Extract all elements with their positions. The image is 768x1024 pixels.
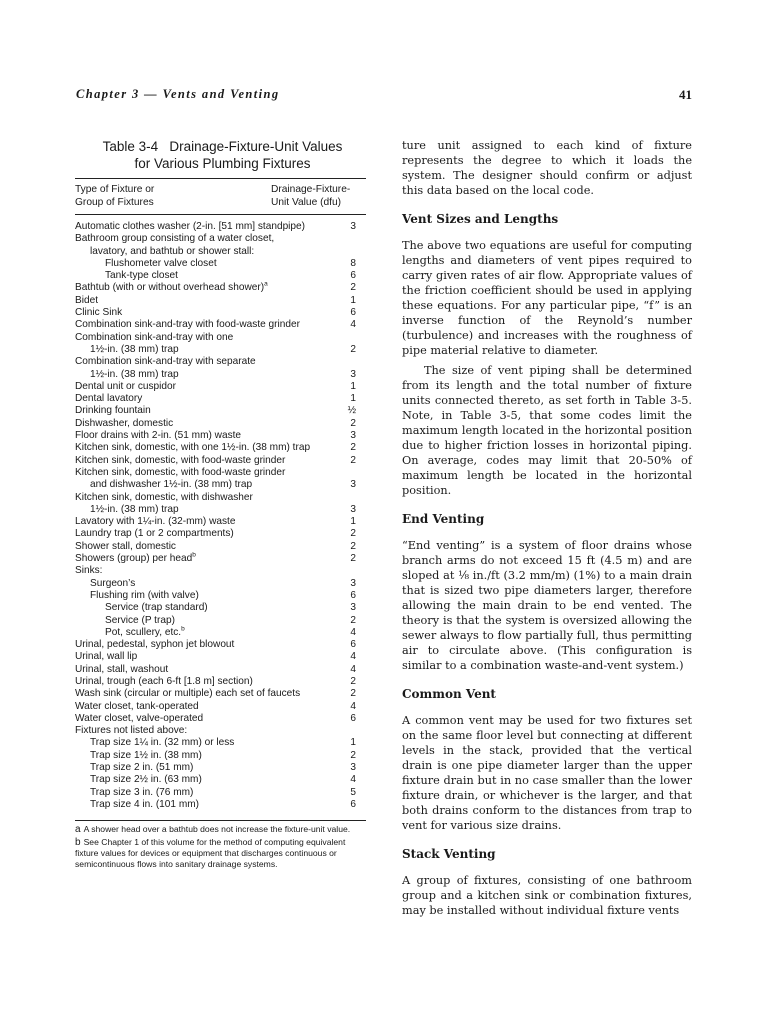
page-header [76,87,692,105]
table-row [75,688,366,700]
table-row [75,578,366,590]
fixture-label: Fixtures not listed above: [75,725,188,737]
heading-common-vent: Common Vent [402,687,496,701]
intro-paragraph: ture unit assigned to each kind of fixture represents the degree to which it loads the system. The designer should confirm or adjust this data based on the local code. [402,139,692,197]
fixture-label: Trap size 2 in. (51 mm) [90,762,194,774]
table-row [75,651,366,663]
fixture-label: Sinks: [75,565,103,577]
fixture-label: Trap size 1½ in. (38 mm) [90,749,202,761]
fixture-label: Flushing rim (with valve) [90,589,199,601]
heading-vent-sizes: Vent Sizes and Lengths [402,212,559,226]
paragraph-common-vent: A common vent may be used for two fixtures set on the same floor level but connecting at different levels in the stack, provided that the vertical drain is one pipe diameter larger than the upper fixture drain but in no case smaller than the lower fixture drain, or whichever is the larger, and that both drains conform to the distances from trap to vent for various size drains. [402,714,692,832]
table-row [75,467,366,479]
dfu-value: 3 [350,503,356,515]
dfu-value: 4 [350,774,356,786]
fixture-label: Service (trap standard) [105,602,208,614]
fixture-label: Flushometer valve closet [105,257,217,269]
fixture-label: Floor drains with 2-in. (51 mm) waste [75,430,242,442]
table-row [75,787,366,799]
fixture-label: Water closet, tank-operated [75,700,199,712]
table-bottom-rule [75,820,366,821]
dfu-value: 3 [350,602,356,614]
chapter-title: Chapter 3 — Vents and Venting [76,87,280,101]
dfu-value: 6 [350,270,356,282]
table-row [75,295,366,307]
footnote-mark: b [75,836,81,848]
table-row [75,528,366,540]
dfu-value: 6 [350,798,356,810]
table-row [75,319,366,331]
footnote-text: A shower head over a bathtub does not increase the fixture-unit value. [83,824,351,834]
table-row [75,725,366,737]
dfu-value: 4 [350,663,356,675]
dfu-value: 2 [350,442,356,454]
dfu-value: 2 [350,417,356,429]
table-row [75,553,366,565]
fixture-label: Trap size 1¼ in. (32 mm) or less [90,737,235,749]
dfu-value: ½ [347,405,356,417]
fixture-label: Urinal, stall, washout [75,663,169,675]
table-row [75,369,366,381]
table-row [75,430,366,442]
table-header-rule [75,214,366,215]
footnote-marker: a [264,281,268,289]
dfu-value: 3 [350,221,356,232]
dfu-value: 4 [350,700,356,712]
table-row [75,664,366,676]
table-row [75,615,366,627]
table-title-line2: for Various Plumbing Fixtures [134,156,311,171]
fixture-label: Combination sink-and-tray with food-waste grinder [75,319,300,331]
dfu-value: 3 [350,762,356,774]
table-row [75,799,366,811]
table-row [75,344,366,356]
table-title-line1: Table 3-4 Drainage-Fixture-Unit Values [102,139,343,154]
dfu-value: 1 [350,380,356,392]
dfu-value: 1 [350,393,356,405]
table-row [75,455,366,467]
table-top-rule [75,178,366,179]
table-row [75,590,366,602]
footnote [75,837,366,870]
fixture-label: Clinic Sink [75,307,123,319]
fixture-label: Trap size 3 in. (76 mm) [90,786,194,798]
footnote [75,824,366,836]
paragraph-vent-sizes-2: The size of vent piping shall be determined from its length and the total number of fixture units connected thereto, as set forth in Table 3-5. Note, in Table 3-5, that some codes limit the maximum length located in the horizontal position due to higher friction losses in horizontal piping. On average, codes may limit that 20-50% of maximum length be located in the horizontal position. [402,364,692,497]
column-header-dfu [271,184,350,209]
paragraph-stack-venting: A group of fixtures, consisting of one bathroom group and a kitchen sink or combination fixtures, may be installed without individual fixture vents [402,874,692,917]
fixture-label: Urinal, wall lip [75,651,138,663]
fixture-label: 1½-in. (38 mm) trap [90,368,179,380]
footnote-mark: a [75,824,81,835]
paragraph-vent-sizes-1: The above two equations are useful for computing lengths and diameters of vent pipes required to carry given rates of air flow. Appropriate values of the friction coefficient should be used in applying these equations. For any particular pipe, “f” is an inverse function of the Reynold’s number (turbulence) and increases with the roughness of pipe material relative to diameter. [402,239,692,357]
fixture-label: Urinal, trough (each 6-ft [1.8 m] section) [75,675,253,687]
table-row [75,246,366,258]
table-footnotes [75,824,366,870]
fixture-label: Pot, scullery, etc. [105,626,182,638]
table-row [75,504,366,516]
fixture-label: Surgeon’s [90,577,136,589]
dfu-value: 2 [350,454,356,466]
dfu-value: 6 [350,639,356,651]
table-row [75,492,366,504]
body-text-column [402,138,692,918]
fixture-label: Trap size 2½ in. (63 mm) [90,774,202,786]
dfu-value: 2 [350,282,356,294]
fixture-label: Automatic clothes washer (2-in. [51 mm] standpipe) [75,221,306,232]
column-header-dfu-line1: Drainage-Fixture- [271,184,351,195]
dfu-value: 5 [350,786,356,798]
table-row [75,233,366,245]
fixture-label: Shower stall, domestic [75,540,176,552]
table-row [75,479,366,491]
table-row [75,418,366,430]
dfu-value: 4 [350,626,356,638]
dfu-value: 3 [350,479,356,491]
table-row [75,332,366,344]
column-header-fixture-line1: Type of Fixture or [75,184,155,195]
fixture-label: Kitchen sink, domestic, with food-waste grinder [75,466,286,478]
fixture-label: Wash sink (circular or multiple) each set of faucets [75,688,301,700]
fixture-label: Dishwasher, domestic [75,417,174,429]
dfu-value: 3 [350,577,356,589]
fixture-label: Trap size 4 in. (101 mm) [90,798,200,810]
fixture-label: Bathtub (with or without overhead shower) [75,282,265,294]
table-row [75,602,366,614]
fixture-label: Bidet [75,294,99,306]
column-header-dfu-line2: Unit Value (dfu) [271,196,342,208]
fixture-label: 1½-in. (38 mm) trap [90,503,179,515]
dfu-value: 2 [350,675,356,687]
fixture-label: Tank-type closet [105,270,178,282]
page-number: 41 [679,87,692,102]
column-header-fixture [75,184,154,209]
table-row [75,381,366,393]
table-row [75,565,366,577]
table-row [75,713,366,725]
table-row [75,307,366,319]
table-row [75,258,366,270]
fixture-label: Service (P trap) [105,614,175,626]
dfu-value: 6 [350,712,356,724]
dfu-value: 2 [350,528,356,540]
column-header-fixture-line2: Group of Fixtures [75,196,154,208]
table-title [79,138,366,172]
fixture-label: Water closet, valve-operated [75,712,204,724]
dfu-value: 1 [350,516,356,528]
fixture-label: Kitchen sink, domestic, with one 1½-in. (38 mm) trap [75,442,311,454]
table-row [75,701,366,713]
fixture-label: Bathroom group consisting of a water closet, [75,233,275,245]
fixture-label: Combination sink-and-tray with one [75,331,234,343]
table-body [75,221,366,811]
heading-end-venting: End Venting [402,512,485,526]
dfu-value: 2 [350,553,356,565]
table-row [75,282,366,294]
table-row [75,405,366,417]
dfu-value: 1 [350,294,356,306]
paragraph-end-venting: “End venting” is a system of floor drains whose branch arms do not exceed 15 ft (4.5 m) and are sloped at ⅛ in./ft (3.2 mm/m) (1%) to a main drain that is sized two pipe diameters larger, therefore allowing the main drain to be end vented. The theory is that the system is oversized allowing the sewer always to flow partially full, thus permitting air to circulate above. (This configuration is similar to a combination waste-and-vent system.) [402,539,692,672]
table-row [75,737,366,749]
heading-stack-venting: Stack Venting [402,847,496,861]
dfu-value: 1 [350,737,356,749]
dfu-value: 2 [350,343,356,355]
dfu-value: 4 [350,651,356,663]
table-row [75,516,366,528]
table-row [75,762,366,774]
table-row [75,356,366,368]
fixture-label: Kitchen sink, domestic, with food-waste grinder [75,454,286,466]
footnote-marker: b [181,625,185,633]
dfu-value: 3 [350,368,356,380]
dfu-value: 2 [350,614,356,626]
fixture-label: Lavatory with 1¼-in. (32-mm) waste [75,516,236,528]
fixture-label: and dishwasher 1½-in. (38 mm) trap [90,479,253,491]
table-row [75,639,366,651]
fixture-label: Drinking fountain [75,405,151,417]
dfu-value: 4 [350,319,356,331]
fixture-label: Dental lavatory [75,393,143,405]
fixture-label: Kitchen sink, domestic, with dishwasher [75,491,253,503]
fixture-label: Dental unit or cuspidor [75,380,176,392]
fixture-label: lavatory, and bathtub or shower stall: [90,245,255,257]
table-row [75,627,366,639]
table-row [75,393,366,405]
fixture-label: Laundry trap (1 or 2 compartments) [75,528,234,540]
table-row [75,750,366,762]
fixture-label: Combination sink-and-tray with separate [75,356,256,368]
fixture-label: 1½-in. (38 mm) trap [90,343,179,355]
dfu-value: 2 [350,540,356,552]
dfu-value: 6 [350,307,356,319]
dfu-value: 3 [350,430,356,442]
footnote-text: See Chapter 1 of this volume for the method of computing equivalent fixture values for devices or equipment that discharges continuous or semicontinuous flows into sanitary drainage systems. [75,836,346,869]
dfu-value: 6 [350,589,356,601]
fixture-label: Showers (group) per head [75,553,193,565]
dfu-value: 2 [350,749,356,761]
dfu-value: 2 [350,688,356,700]
fixture-unit-table [75,138,366,869]
table-row [75,442,366,454]
table-row [75,541,366,553]
fixture-label: Urinal, pedestal, syphon jet blowout [75,639,235,651]
table-row [75,676,366,688]
dfu-value: 8 [350,257,356,269]
table-row [75,270,366,282]
table-row [75,774,366,786]
footnote-marker: b [192,551,196,559]
table-row [75,221,366,233]
